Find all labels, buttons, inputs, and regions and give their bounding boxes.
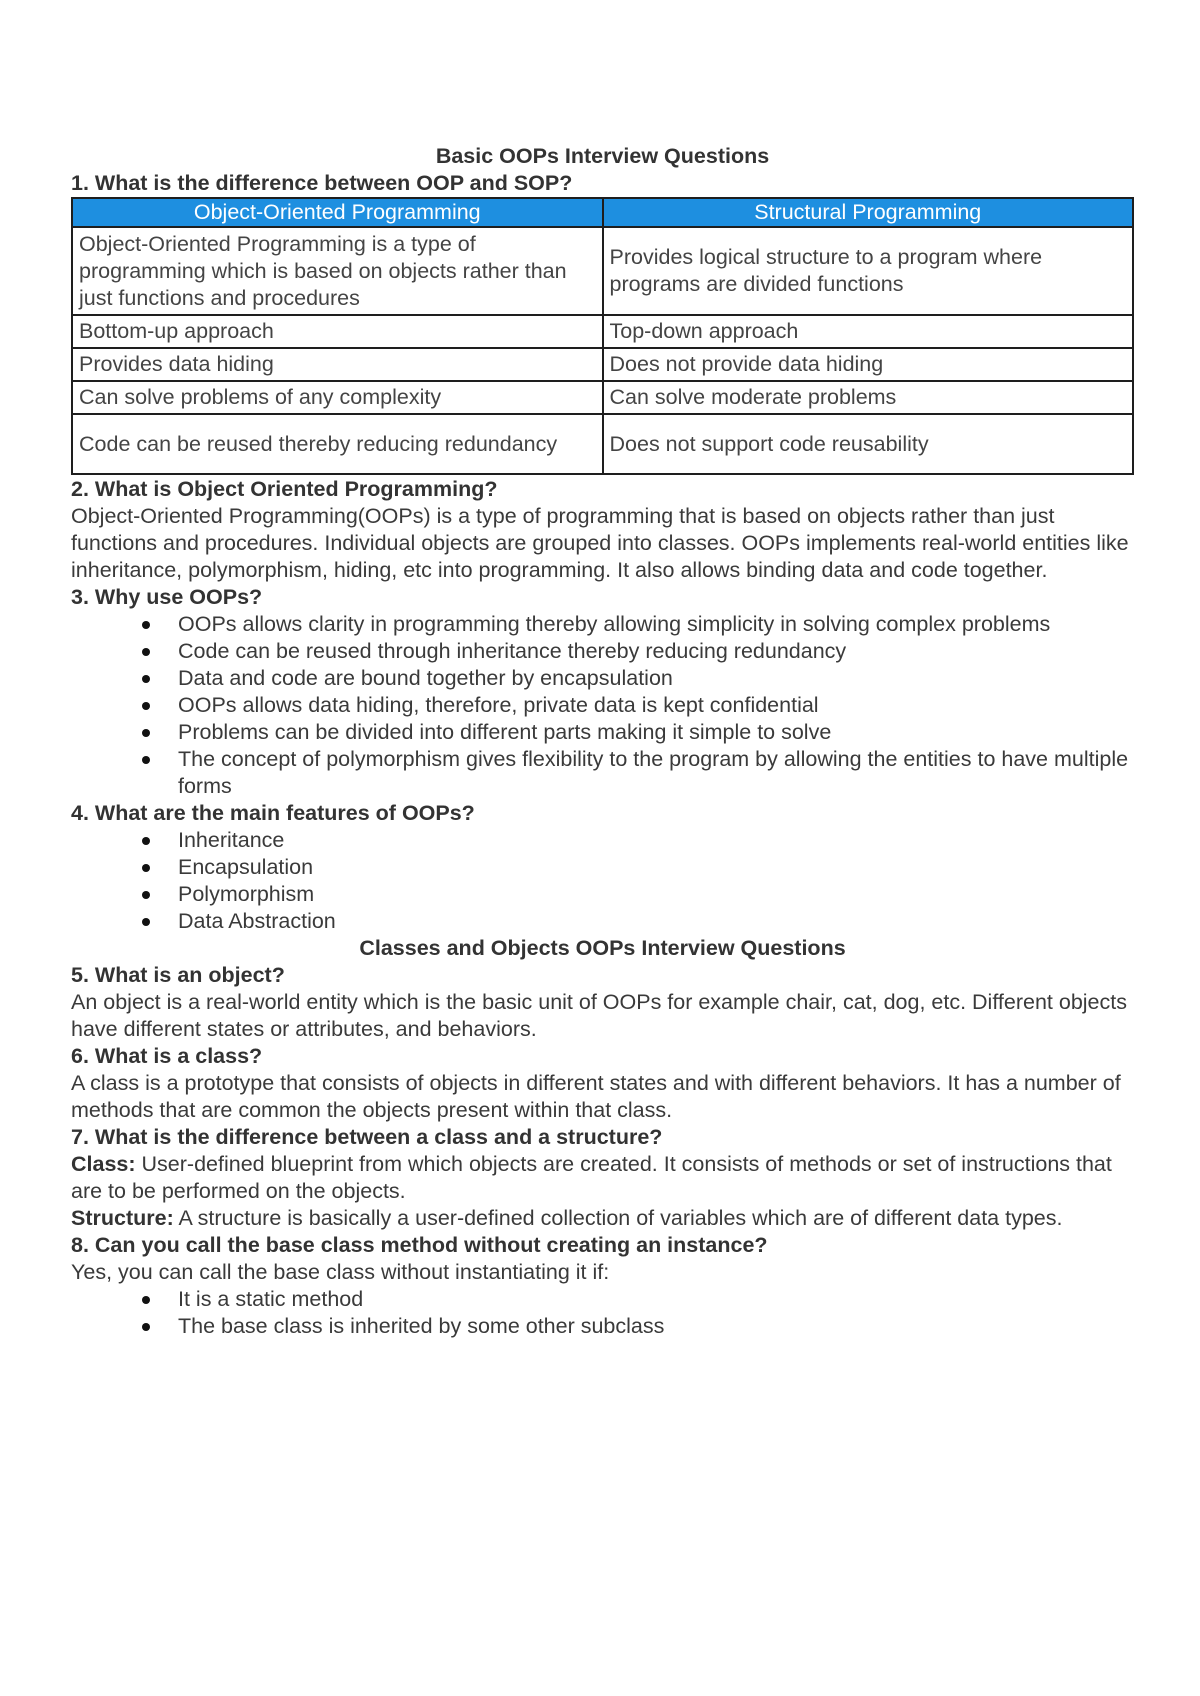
class-definition: User-defined blueprint from which objects are created. It consists of methods or set of instructions that are to be performed on the objects. <box>71 1152 1112 1203</box>
comparison-table <box>71 197 1134 475</box>
table-cell: Can solve moderate problems <box>603 381 1134 414</box>
table-row <box>72 315 1133 348</box>
table-header-row <box>72 198 1133 227</box>
table-cell: Does not support code reusability <box>603 414 1134 474</box>
table-row <box>72 414 1133 474</box>
list-item: The concept of polymorphism gives flexibility to the program by allowing the entities to have multiple forms <box>178 746 1134 800</box>
list-item: Encapsulation <box>178 854 1134 881</box>
question-8-heading: 8. Can you call the base class method without creating an instance? <box>71 1233 768 1257</box>
document-page <box>71 143 1134 1340</box>
question-6-answer: A class is a prototype that consists of objects in different states and with different behaviors. It has a number of methods that are common the objects present within that class. <box>71 1071 1121 1122</box>
list-item: It is a static method <box>178 1286 1134 1313</box>
structure-label: Structure: <box>71 1206 174 1230</box>
table-cell: Does not provide data hiding <box>603 348 1134 381</box>
question-3-list <box>71 611 1134 800</box>
question-4-list <box>71 827 1134 935</box>
list-item: OOPs allows data hiding, therefore, private data is kept confidential <box>178 692 1134 719</box>
table-cell: Object-Oriented Programming is a type of programming which is based on objects rather than just functions and procedures <box>72 227 603 315</box>
question-7-heading: 7. What is the difference between a class and a structure? <box>71 1125 663 1149</box>
structure-definition: A structure is basically a user-defined collection of variables which are of different data types. <box>173 1206 1063 1230</box>
question-3-heading: 3. Why use OOPs? <box>71 585 263 609</box>
table-row <box>72 381 1133 414</box>
question-6-heading: 6. What is a class? <box>71 1044 263 1068</box>
list-item: Inheritance <box>178 827 1134 854</box>
list-item: Data and code are bound together by encapsulation <box>178 665 1134 692</box>
table-header-oop: Object-Oriented Programming <box>72 198 603 227</box>
table-cell: Code can be reused thereby reducing redundancy <box>72 414 603 474</box>
class-label: Class: <box>71 1152 136 1176</box>
table-cell: Can solve problems of any complexity <box>72 381 603 414</box>
question-2-heading: 2. What is Object Oriented Programming? <box>71 477 498 501</box>
question-7-class-paragraph <box>71 1151 1134 1205</box>
list-item: Data Abstraction <box>178 908 1134 935</box>
document-title: Basic OOPs Interview Questions <box>435 144 770 168</box>
list-item: Code can be reused through inheritance thereby reducing redundancy <box>178 638 1134 665</box>
question-5-answer: An object is a real-world entity which is the basic unit of OOPs for example chair, cat, dog, etc. Different objects have different states or attributes, and behaviors. <box>71 990 1127 1041</box>
table-row <box>72 227 1133 315</box>
question-4-heading: 4. What are the main features of OOPs? <box>71 801 475 825</box>
question-8-answer: Yes, you can call the base class without instantiating it if: <box>71 1260 610 1284</box>
section-2-title: Classes and Objects OOPs Interview Questions <box>359 936 846 960</box>
question-7-structure-paragraph <box>71 1205 1134 1232</box>
list-item: The base class is inherited by some other subclass <box>178 1313 1134 1340</box>
question-5-heading: 5. What is an object? <box>71 963 285 987</box>
list-item: Problems can be divided into different parts making it simple to solve <box>178 719 1134 746</box>
table-cell: Provides data hiding <box>72 348 603 381</box>
table-cell: Bottom-up approach <box>72 315 603 348</box>
list-item: OOPs allows clarity in programming thereby allowing simplicity in solving complex problems <box>178 611 1134 638</box>
question-2-answer: Object-Oriented Programming(OOPs) is a type of programming that is based on objects rather than just functions and procedures. Individual objects are grouped into classes. OOPs implements real-world entities like inheritance, polymorphism, hiding, etc into programming. It also allows binding data and code together. <box>71 504 1129 582</box>
question-8-list <box>71 1286 1134 1340</box>
table-cell: Top-down approach <box>603 315 1134 348</box>
table-header-sop: Structural Programming <box>603 198 1134 227</box>
table-cell: Provides logical structure to a program where programs are divided functions <box>603 227 1134 315</box>
list-item: Polymorphism <box>178 881 1134 908</box>
question-1-heading: 1. What is the difference between OOP and SOP? <box>71 171 573 195</box>
table-row <box>72 348 1133 381</box>
